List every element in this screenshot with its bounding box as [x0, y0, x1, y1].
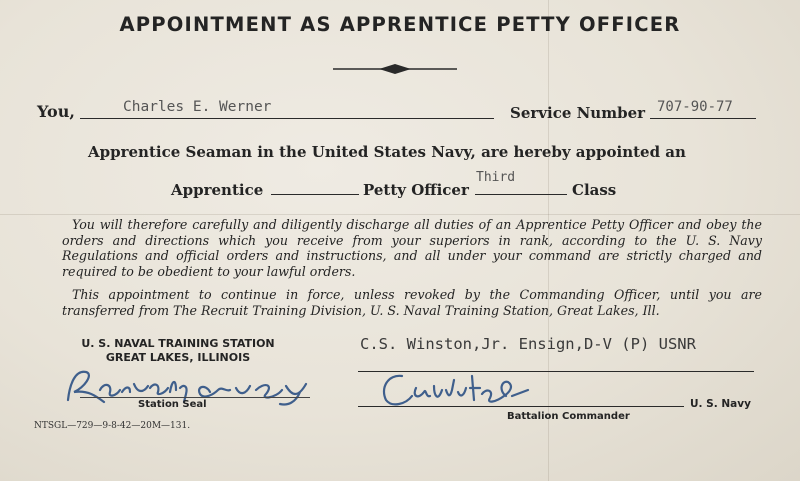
you-label: You, — [37, 102, 75, 121]
fold-line — [0, 214, 800, 215]
name-line — [80, 118, 494, 119]
form-number: NTSGL—729—9-8-42—20M—131. — [34, 421, 191, 431]
station-location: GREAT LAKES, ILLINOIS — [105, 351, 251, 364]
document-title: APPOINTMENT AS APPRENTICE PETTY OFFICER — [119, 13, 681, 36]
us-navy-label: U. S. Navy — [690, 398, 751, 410]
recipient-name: Charles E. Werner — [123, 99, 272, 115]
station-seal-label: Station Seal — [138, 399, 207, 410]
commander-signature-line — [358, 406, 684, 407]
apprentice-line — [271, 194, 359, 195]
service-number-label: Service Number — [510, 104, 646, 122]
battalion-commander-label: Battalion Commander — [507, 411, 630, 422]
appointment-statement: Apprentice Seaman in the United States Navy, are hereby appointed an — [88, 143, 686, 161]
station-seal-line — [80, 397, 310, 398]
commander-signature — [376, 366, 536, 410]
commander-typed-name: C.S. Winston,Jr. Ensign,D-V (P) USNR — [360, 335, 696, 353]
rating-class-value: Third — [476, 170, 516, 185]
apprentice-label: Apprentice — [171, 181, 264, 199]
duties-paragraph: You will therefore carefully and diligently discharge all duties of an Apprentice Petty Officer and obey the orders and directions which you receive from your superiors in rank, according to the U. S. Navy Regulations and official orders and instructions, and all under your command are strictly charged and required to be obedient to your lawful orders. — [62, 217, 762, 279]
service-number-value: 707-90-77 — [657, 99, 733, 115]
term-paragraph: This appointment to continue in force, unless revoked by the Commanding Officer, until you are transferred from The Recruit Training Division, U. S. Naval Training Station, Great Lakes, Ill. — [62, 287, 762, 318]
station-name: U. S. NAVAL TRAINING STATION — [81, 337, 275, 350]
class-label: Class — [572, 181, 617, 199]
petty-officer-label: Petty Officer — [363, 181, 469, 199]
ornament-divider — [333, 62, 457, 76]
class-line — [475, 194, 567, 195]
service-number-line — [650, 118, 756, 119]
